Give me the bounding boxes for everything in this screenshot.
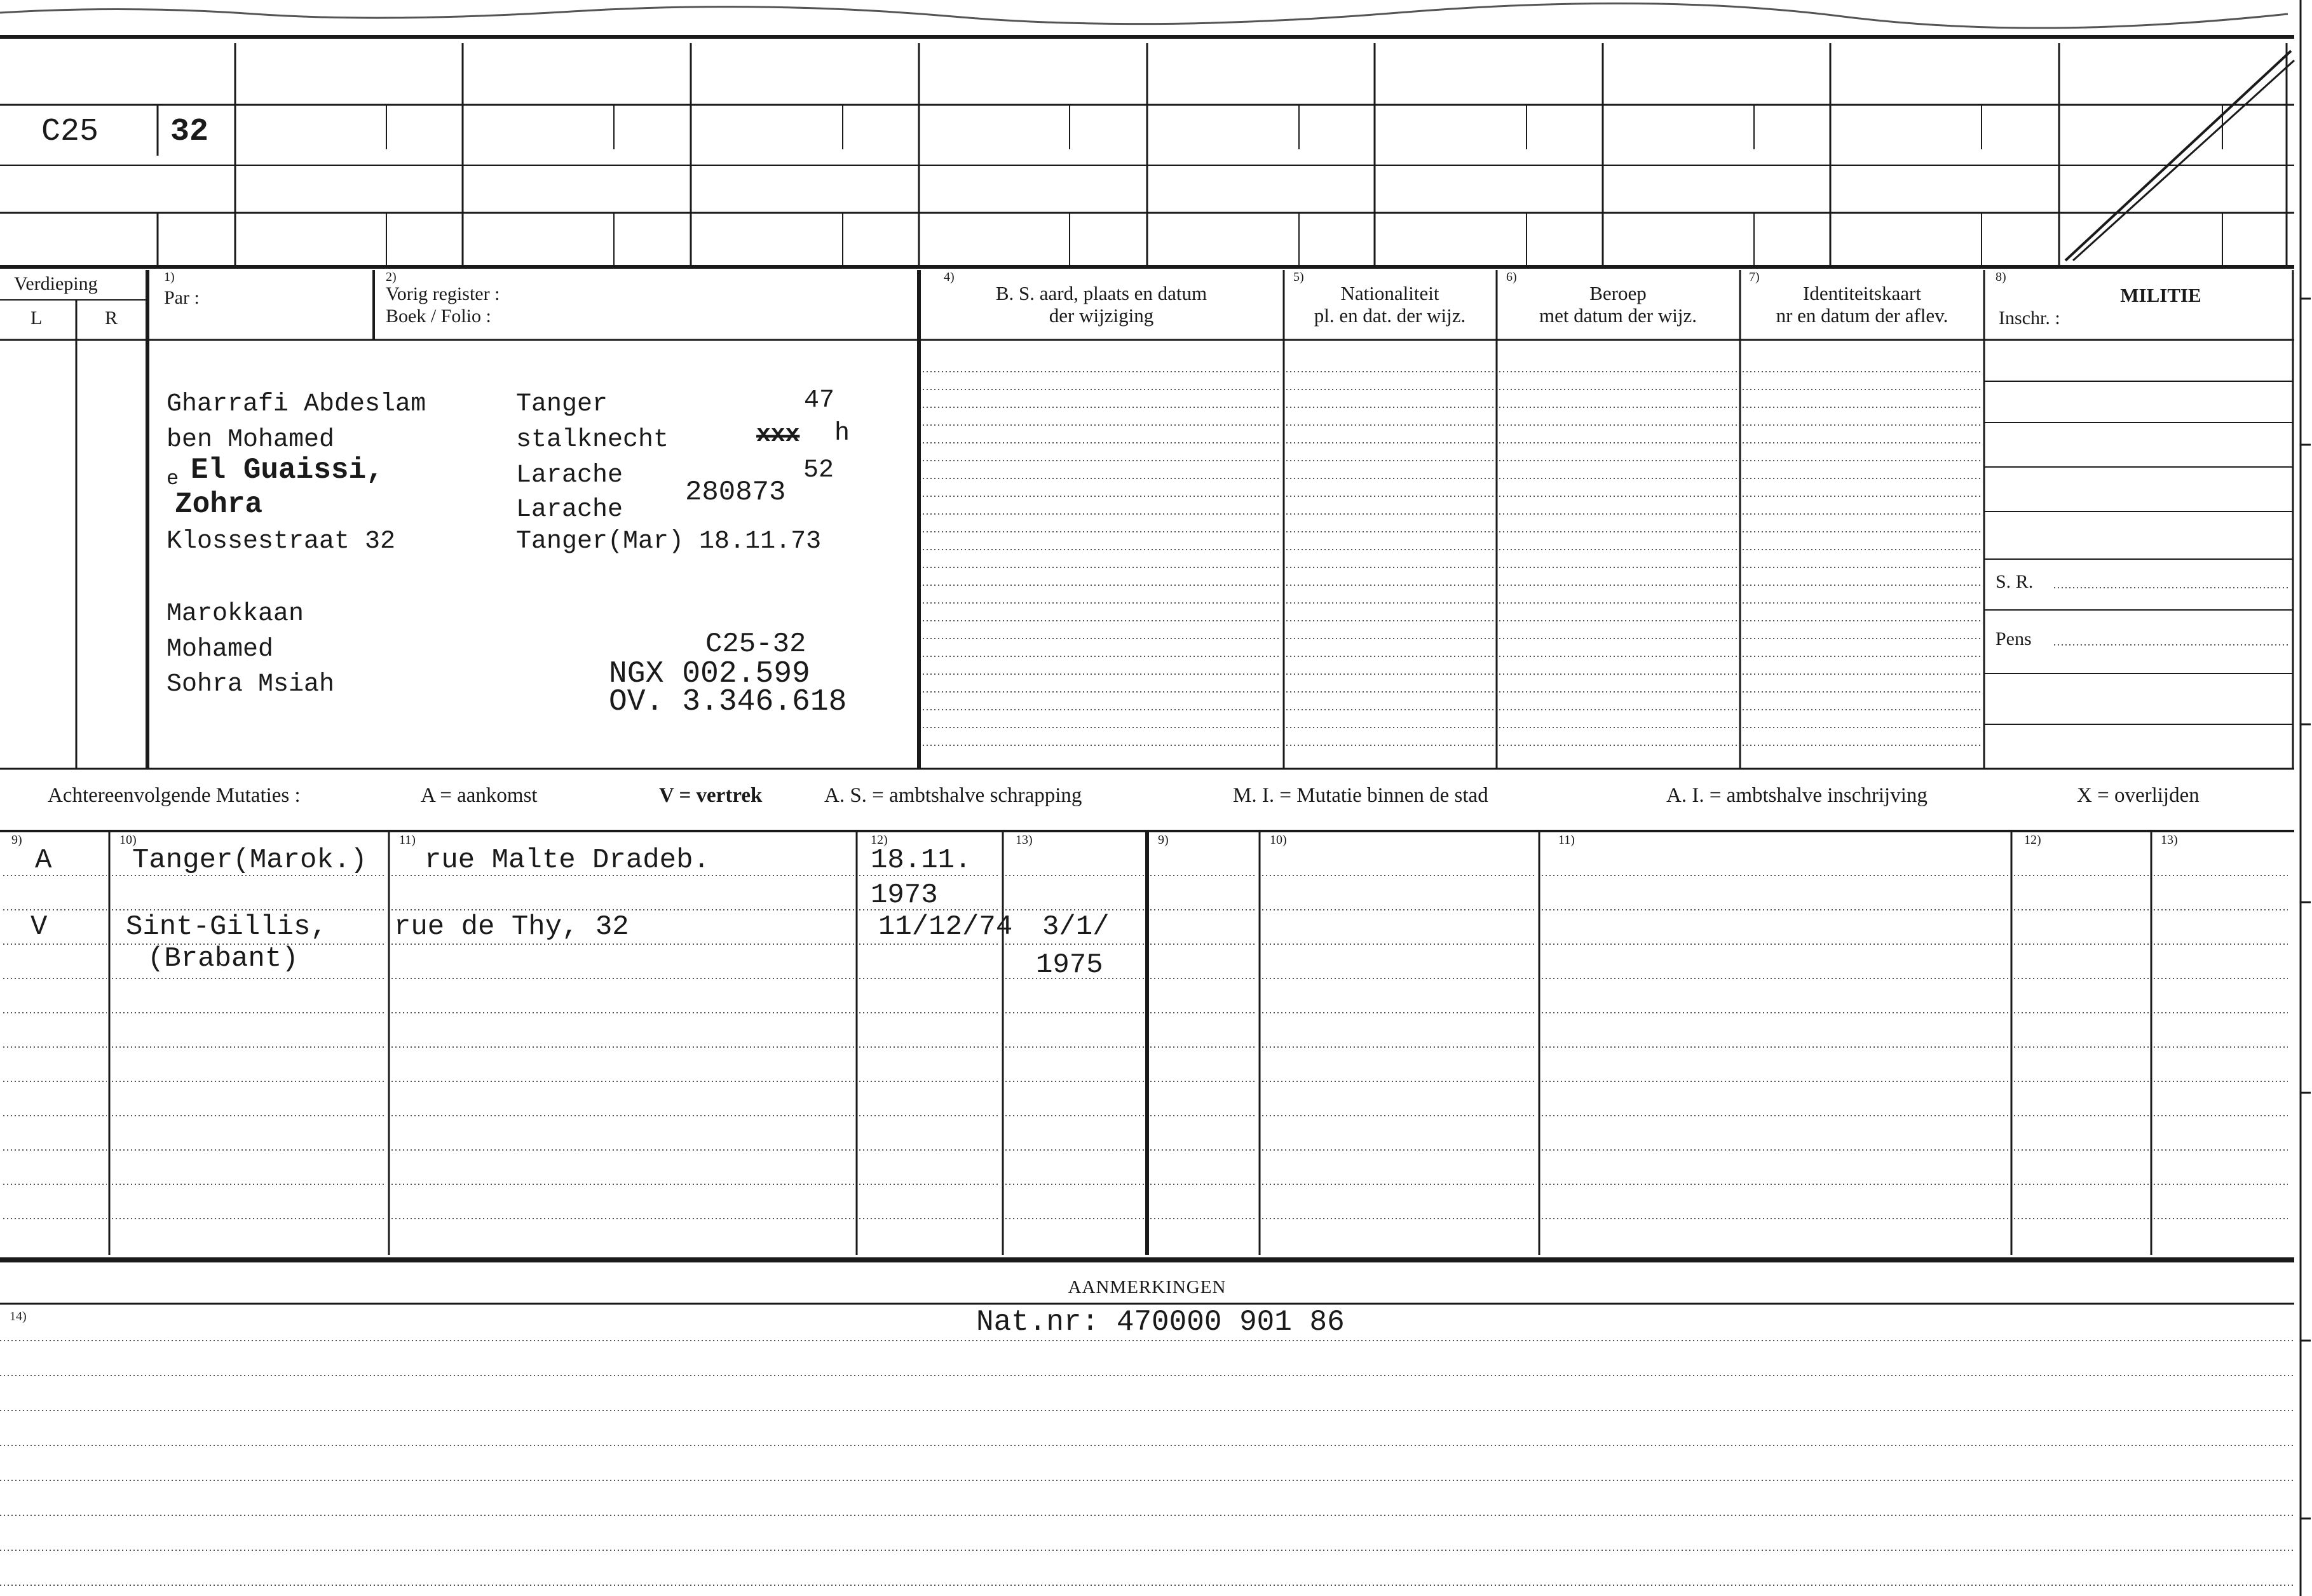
remarks-title: AANMERKINGEN [1068, 1277, 1227, 1297]
par-num: 1) [164, 270, 175, 284]
mut1-date: 18.11. [871, 844, 972, 876]
boek-folio-label: Boek / Folio : [386, 306, 491, 327]
mut-num-11: 11) [399, 833, 416, 847]
mut2-date-end: 3/1/ [1042, 911, 1110, 943]
legend-a: A = aankomst [421, 784, 538, 807]
mut2-date-end2: 1975 [1036, 949, 1103, 981]
mut1-date2: 1973 [871, 879, 938, 911]
birthplace: Tanger [516, 390, 608, 419]
father-name: Mohamed [167, 635, 274, 664]
mut2-place2: (Brabant) [147, 943, 299, 975]
vorig-register-label: Vorig register : [386, 283, 500, 304]
verdieping-left: L [31, 308, 43, 328]
mut1-type: A [35, 844, 52, 876]
spouse-name-line1: El Guaissi, [191, 454, 384, 487]
legend-title: Achtereenvolgende Mutaties : [48, 784, 301, 807]
mother-name: Sohra Msiah [167, 670, 335, 699]
spouse-birthplace: Larache [516, 461, 623, 490]
house-number: 32 [170, 114, 209, 150]
col5-num: 5) [1293, 270, 1304, 284]
legend-x: X = overlijden [2077, 784, 2200, 807]
col4-line1: B. S. aard, plaats en datum [995, 282, 1207, 304]
col7-num: 7) [1749, 270, 1760, 284]
col4-line2: der wijziging [1049, 304, 1154, 327]
col7-line2: nr en datum der aflev. [1776, 304, 1948, 327]
mut-num-10b: 10) [1270, 833, 1287, 847]
ngx-number: NGX 002.599 [609, 657, 810, 691]
struck-marks: xxx [756, 421, 800, 449]
mut-num-11b: 11) [1558, 833, 1575, 847]
militie-sr: S. R. [1996, 571, 2034, 592]
mut-num-12b: 12) [2024, 833, 2041, 847]
marks-suffix: h [834, 419, 850, 448]
mut-num-12: 12) [871, 833, 888, 847]
legend-mi: M. I. = Mutatie binnen de stad [1233, 784, 1488, 807]
mut2-street: rue de Thy, 32 [394, 911, 629, 943]
block-code: C25 [41, 114, 99, 150]
mut-num-9b: 9) [1158, 833, 1169, 847]
col5-line1: Nationaliteit [1340, 282, 1439, 304]
spouse-prefix: e [167, 467, 179, 490]
mut1-street: rue Malte Dradeb. [425, 844, 710, 876]
col7-line1: Identiteitskaart [1803, 282, 1921, 304]
verdieping-label: Verdieping [14, 273, 98, 294]
legend-ai: A. I. = ambtshalve inschrijving [1666, 784, 1928, 807]
mut2-type: V [31, 911, 48, 943]
col6-num: 6) [1506, 270, 1517, 284]
mut-num-13: 13) [1016, 833, 1033, 847]
mut-num-13b: 13) [2161, 833, 2178, 847]
par-label: Par : [164, 287, 200, 308]
spouse-birthdate: 280873 [685, 477, 786, 508]
mut2-place: Sint-Gillis, [126, 911, 327, 943]
militie-label: MILITIE [2120, 284, 2201, 306]
head-name-line2: ben Mohamed [167, 426, 335, 454]
verdieping-right: R [105, 308, 118, 328]
occupation: stalknecht [516, 426, 669, 454]
inschr-label: Inschr. : [1999, 308, 2060, 328]
nationality: Marokkaan [167, 600, 304, 628]
birth-year: 47 [804, 386, 835, 415]
col6-line2: met datum der wijz. [1539, 304, 1697, 327]
militie-pens: Pens [1996, 628, 2032, 649]
col4-num: 4) [944, 270, 955, 284]
mut2-date: 11/12/74 [878, 911, 1013, 943]
ov-number: OV. 3.346.618 [609, 685, 847, 719]
legend-v: V = vertrek [659, 784, 763, 807]
legend-as: A. S. = ambtshalve schrapping [824, 784, 1082, 807]
arrival-info: Tanger(Mar) 18.11.73 [516, 527, 822, 556]
col8-num: 8) [1996, 270, 2006, 284]
marriage-place: Larache [516, 496, 623, 524]
col6-line1: Beroep [1589, 282, 1647, 304]
mut-num-9: 9) [11, 833, 22, 847]
remarks-num: 14) [10, 1309, 27, 1323]
spouse-birthdate-sup: 52 [803, 456, 834, 485]
address: Klossestraat 32 [167, 527, 396, 556]
mut1-place: Tanger(Marok.) [132, 844, 367, 876]
head-name-line1: Gharrafi Abdeslam [167, 390, 426, 419]
national-number: Nat.nr: 470000 901 86 [976, 1306, 1345, 1339]
mut-num-10: 10) [119, 833, 137, 847]
col5-line2: pl. en dat. der wijz. [1314, 304, 1466, 327]
vorig-num: 2) [386, 270, 397, 284]
register-ref: C25-32 [705, 628, 806, 660]
spouse-name-line2: Zohra [175, 488, 263, 521]
